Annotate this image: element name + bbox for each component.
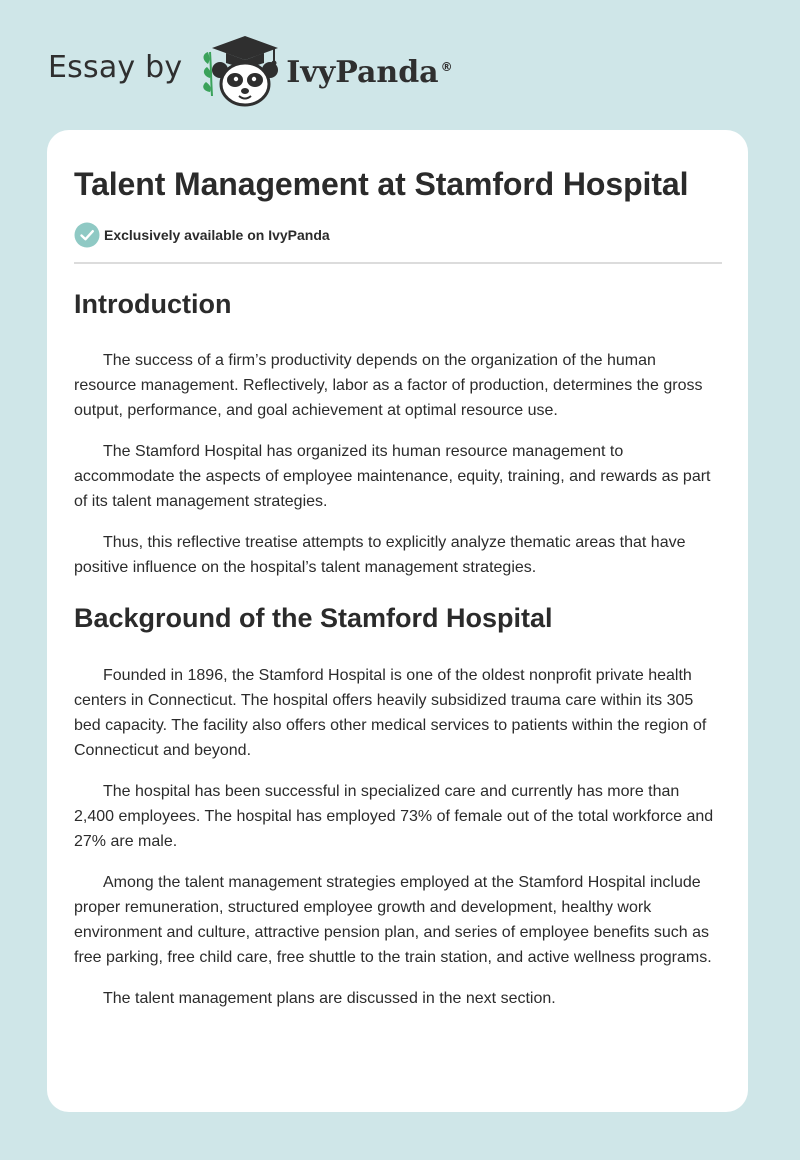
paragraph: Thus, this reflective treatise attempts to explicitly analyze thematic areas that have positive influence on the hospital’s talent management strategies.	[74, 534, 686, 577]
page-title: Talent Management at Stamford Hospital	[74, 166, 689, 202]
brand-prefix: Essay by	[48, 49, 183, 85]
brand-header[interactable]	[48, 30, 453, 110]
section-introduction	[74, 288, 722, 580]
paragraph: Among the talent management strategies employed at the Stamford Hospital include proper remuneration, structured employee growth and development, healthy work environment and culture, attractive pension plan, and series of employee benefits such as free parking, free child care, free shuttle to the train station, and active wellness programs.	[74, 873, 712, 966]
paragraph: Founded in 1896, the Stamford Hospital is one of the oldest nonprofit private health centers in Connecticut. The hospital offers heavily subsidized trauma care within its 305 bed capacity. The facility also offers other medical services to patients within the region of Connecticut and beyond.	[74, 666, 707, 759]
section-heading: Background of the Stamford Hospital	[74, 603, 553, 634]
essay-card	[47, 130, 748, 1112]
paragraph: The hospital has been successful in specialized care and currently has more than 2,400 employees. The hospital has employed 73% of female out of the total workforce and 27% are male.	[74, 782, 714, 850]
paragraph: The talent management plans are discussed in the next section.	[103, 989, 556, 1007]
panda-graduate-logo-icon	[198, 30, 284, 110]
paragraph: The Stamford Hospital has organized its human resource management to accommodate the aspects of employee maintenance, equity, training, and rewards as part of its talent management strategies.	[74, 443, 711, 511]
exclusive-badge	[74, 221, 722, 249]
check-icon	[74, 222, 100, 248]
divider	[74, 262, 722, 264]
section-heading: Introduction	[74, 288, 232, 319]
brand-name: IvyPanda ®	[286, 54, 453, 90]
section-background	[74, 602, 722, 1010]
exclusive-label: Exclusively available on IvyPanda	[104, 226, 330, 243]
paragraph: The success of a firm’s productivity depends on the organization of the human resource management. Reflectively, labor as a factor of production, determines the gross output, performance, and goal achievement at optimal resource use.	[74, 352, 703, 420]
